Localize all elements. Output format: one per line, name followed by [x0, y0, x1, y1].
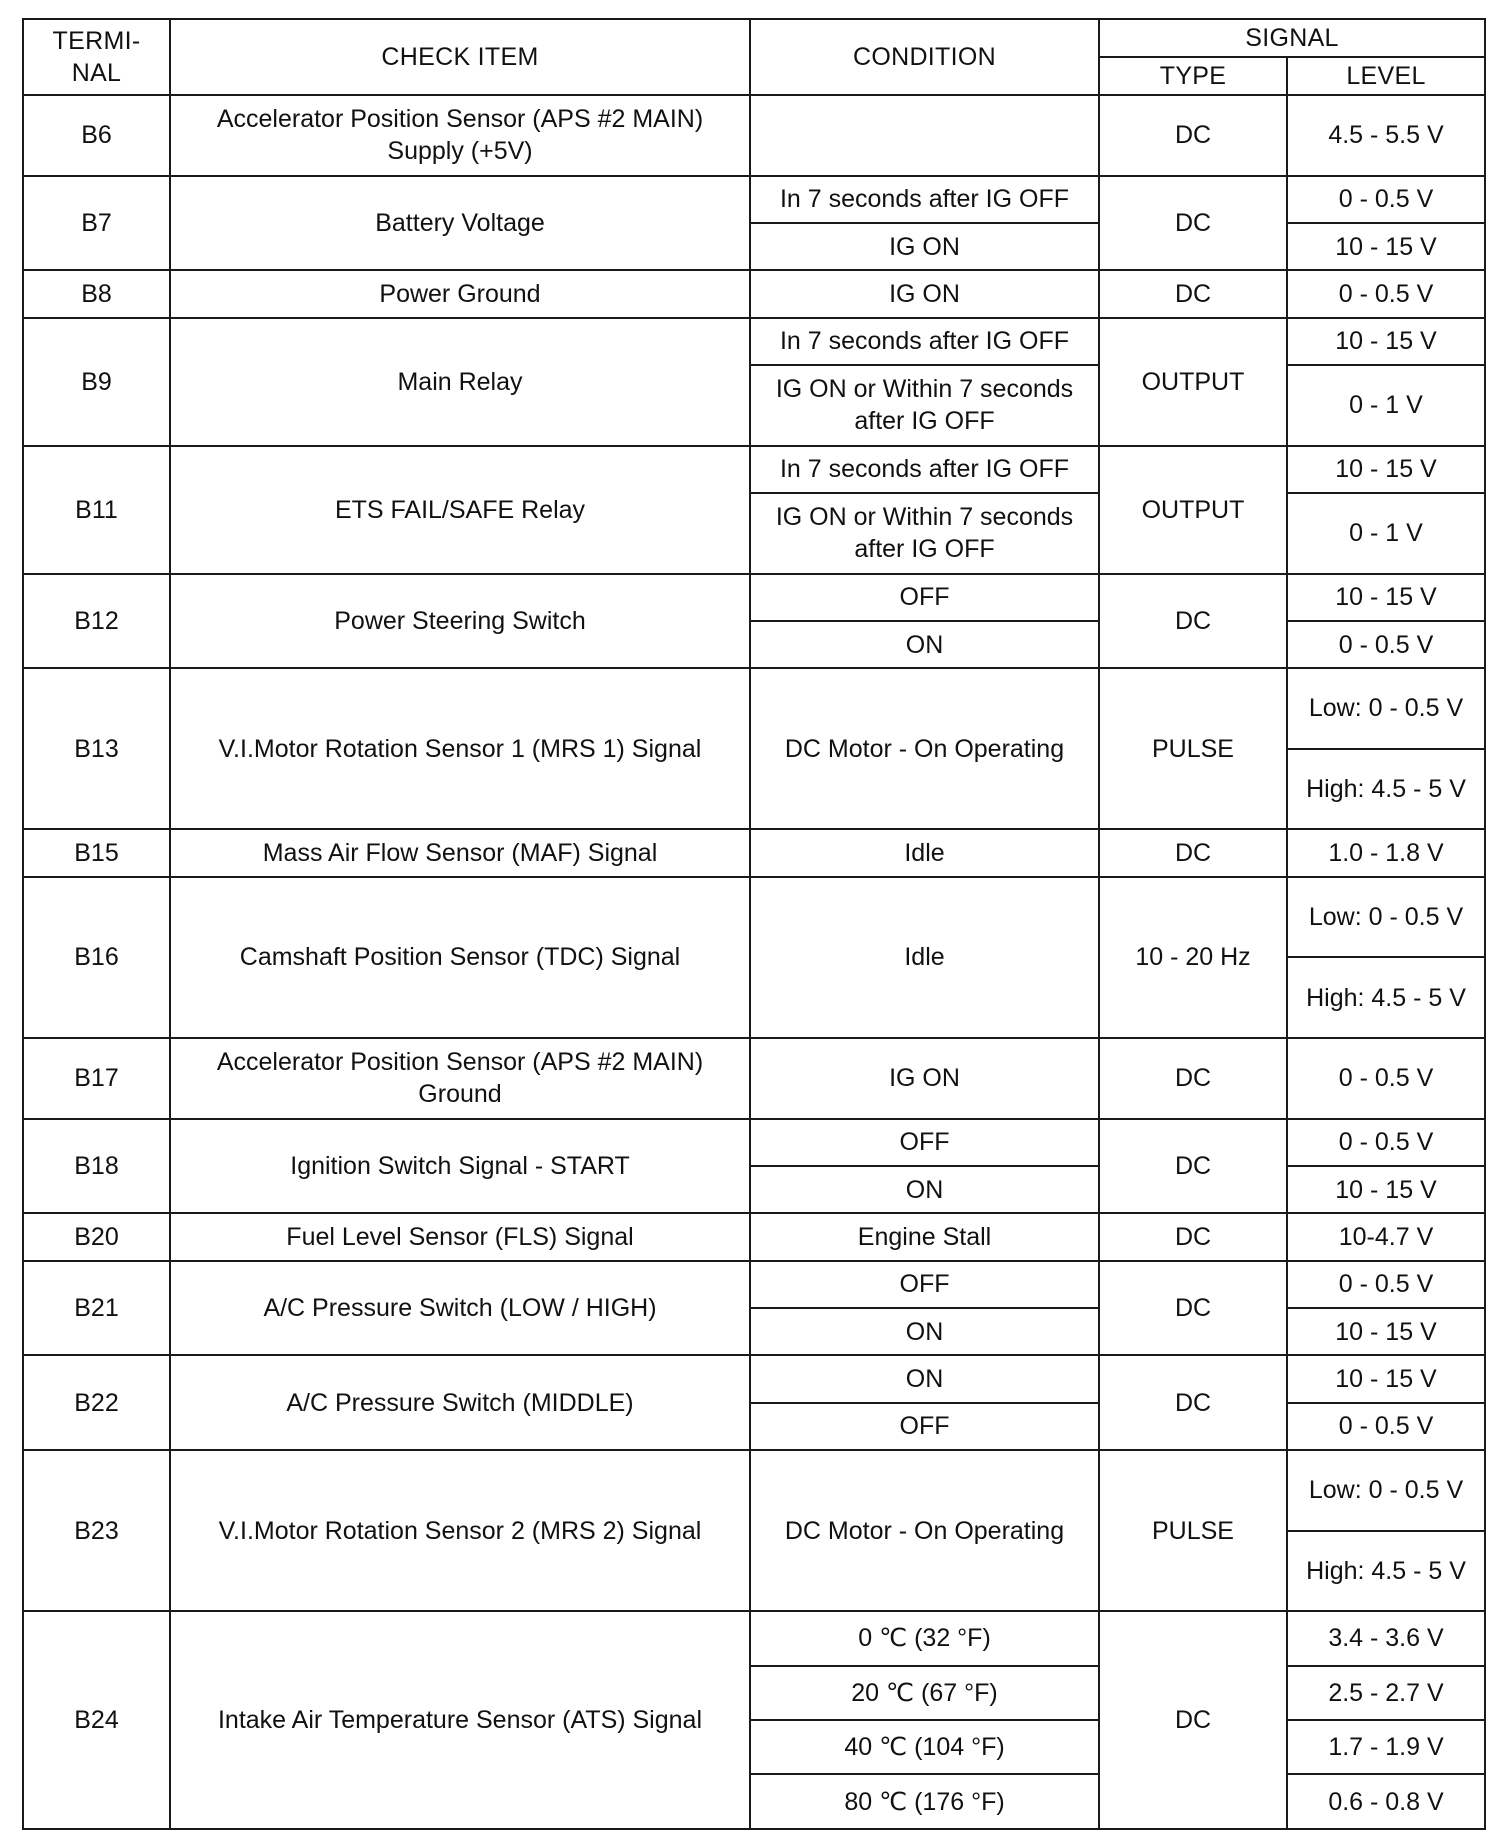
- condition-cell: OFF: [750, 574, 1099, 621]
- check-item-cell: Ignition Switch Signal - START: [170, 1119, 750, 1214]
- condition-cell: ON: [750, 1355, 1099, 1402]
- signal-level-cell: Low: 0 - 0.5 V: [1287, 877, 1485, 958]
- terminal-cell: B16: [23, 877, 170, 1038]
- table-row: [23, 668, 1485, 749]
- table-row: [23, 95, 1485, 176]
- check-item-cell: Fuel Level Sensor (FLS) Signal: [170, 1213, 750, 1260]
- terminal-cell: B11: [23, 446, 170, 574]
- terminal-cell: B21: [23, 1261, 170, 1356]
- signal-level-cell: 0 - 0.5 V: [1287, 1261, 1485, 1308]
- signal-level-cell: 0 - 0.5 V: [1287, 270, 1485, 317]
- check-item-cell: A/C Pressure Switch (MIDDLE): [170, 1355, 750, 1450]
- header-row-top: [23, 19, 1485, 57]
- check-item-cell: Mass Air Flow Sensor (MAF) Signal: [170, 829, 750, 876]
- signal-type-cell: DC: [1099, 1611, 1287, 1829]
- signal-level-cell: 10 - 15 V: [1287, 1355, 1485, 1402]
- signal-level-cell: High: 4.5 - 5 V: [1287, 957, 1485, 1038]
- signal-level-cell: 1.7 - 1.9 V: [1287, 1720, 1485, 1774]
- signal-level-cell: High: 4.5 - 5 V: [1287, 749, 1485, 830]
- check-item-cell: Accelerator Position Sensor (APS #2 MAIN) Ground: [170, 1038, 750, 1119]
- condition-cell: Engine Stall: [750, 1213, 1099, 1260]
- check-item-cell: Accelerator Position Sensor (APS #2 MAIN) Supply (+5V): [170, 95, 750, 176]
- terminal-cell: B9: [23, 318, 170, 446]
- check-item-cell: Power Steering Switch: [170, 574, 750, 669]
- table-row: [23, 1038, 1485, 1119]
- signal-level-cell: 0 - 1 V: [1287, 365, 1485, 446]
- condition-cell: 40 ℃ (104 °F): [750, 1720, 1099, 1774]
- check-item-cell: Power Ground: [170, 270, 750, 317]
- signal-level-cell: 10-4.7 V: [1287, 1213, 1485, 1260]
- signal-type-cell: PULSE: [1099, 1450, 1287, 1611]
- terminal-signal-table: [22, 18, 1486, 1830]
- table-row: [23, 574, 1485, 621]
- table-row: [23, 1355, 1485, 1402]
- condition-cell: 80 ℃ (176 °F): [750, 1774, 1099, 1829]
- condition-cell: IG ON: [750, 270, 1099, 317]
- condition-cell: 20 ℃ (67 °F): [750, 1666, 1099, 1720]
- table-row: [23, 1213, 1485, 1260]
- signal-level-cell: 1.0 - 1.8 V: [1287, 829, 1485, 876]
- signal-type-cell: DC: [1099, 1355, 1287, 1450]
- table-row: [23, 318, 1485, 365]
- signal-type-cell: DC: [1099, 1038, 1287, 1119]
- condition-cell: DC Motor - On Operating: [750, 1450, 1099, 1611]
- signal-type-cell: OUTPUT: [1099, 318, 1287, 446]
- terminal-cell: B6: [23, 95, 170, 176]
- signal-level-cell: 0 - 0.5 V: [1287, 1119, 1485, 1166]
- check-item-cell: V.I.Motor Rotation Sensor 2 (MRS 2) Signal: [170, 1450, 750, 1611]
- signal-level-cell: 10 - 15 V: [1287, 223, 1485, 270]
- signal-type-cell: DC: [1099, 574, 1287, 669]
- signal-level-cell: 10 - 15 V: [1287, 446, 1485, 493]
- terminal-cell: B18: [23, 1119, 170, 1214]
- check-item-cell: Battery Voltage: [170, 176, 750, 271]
- signal-level-cell: Low: 0 - 0.5 V: [1287, 1450, 1485, 1531]
- terminal-cell: B7: [23, 176, 170, 271]
- condition-cell: In 7 seconds after IG OFF: [750, 176, 1099, 223]
- table-row: [23, 1261, 1485, 1308]
- signal-level-cell: 10 - 15 V: [1287, 1166, 1485, 1213]
- signal-type-cell: DC: [1099, 176, 1287, 271]
- table-row: [23, 446, 1485, 493]
- condition-cell: IG ON: [750, 223, 1099, 270]
- terminal-cell: B17: [23, 1038, 170, 1119]
- condition-cell: IG ON or Within 7 seconds after IG OFF: [750, 493, 1099, 574]
- signal-level-cell: 0 - 0.5 V: [1287, 1038, 1485, 1119]
- signal-level-cell: 10 - 15 V: [1287, 1308, 1485, 1355]
- signal-level-cell: 10 - 15 V: [1287, 318, 1485, 365]
- signal-level-cell: 0 - 0.5 V: [1287, 621, 1485, 668]
- signal-level-cell: 10 - 15 V: [1287, 574, 1485, 621]
- signal-type-cell: DC: [1099, 829, 1287, 876]
- check-item-cell: Intake Air Temperature Sensor (ATS) Signal: [170, 1611, 750, 1829]
- condition-cell: ON: [750, 1308, 1099, 1355]
- terminal-cell: B13: [23, 668, 170, 829]
- signal-level-cell: High: 4.5 - 5 V: [1287, 1531, 1485, 1612]
- signal-type-cell: DC: [1099, 1119, 1287, 1214]
- terminal-cell: B15: [23, 829, 170, 876]
- signal-level-cell: 4.5 - 5.5 V: [1287, 95, 1485, 176]
- header-check-item: CHECK ITEM: [170, 19, 750, 95]
- condition-cell: In 7 seconds after IG OFF: [750, 318, 1099, 365]
- signal-level-cell: 0 - 0.5 V: [1287, 176, 1485, 223]
- condition-cell: OFF: [750, 1119, 1099, 1166]
- header-type: TYPE: [1099, 57, 1287, 95]
- check-item-cell: Main Relay: [170, 318, 750, 446]
- header-level: LEVEL: [1287, 57, 1485, 95]
- check-item-cell: A/C Pressure Switch (LOW / HIGH): [170, 1261, 750, 1356]
- table-row: [23, 270, 1485, 317]
- header-condition: CONDITION: [750, 19, 1099, 95]
- condition-cell: 0 ℃ (32 °F): [750, 1611, 1099, 1665]
- check-item-cell: V.I.Motor Rotation Sensor 1 (MRS 1) Signal: [170, 668, 750, 829]
- table-row: [23, 1450, 1485, 1531]
- signal-type-cell: 10 - 20 Hz: [1099, 877, 1287, 1038]
- signal-type-cell: DC: [1099, 270, 1287, 317]
- terminal-cell: B22: [23, 1355, 170, 1450]
- condition-cell: Idle: [750, 877, 1099, 1038]
- signal-type-cell: OUTPUT: [1099, 446, 1287, 574]
- condition-cell: OFF: [750, 1403, 1099, 1450]
- table-body: [23, 95, 1485, 1829]
- check-item-cell: Camshaft Position Sensor (TDC) Signal: [170, 877, 750, 1038]
- condition-cell: [750, 95, 1099, 176]
- signal-level-cell: 3.4 - 3.6 V: [1287, 1611, 1485, 1665]
- table-row: [23, 1119, 1485, 1166]
- condition-cell: ON: [750, 1166, 1099, 1213]
- table-row: [23, 1611, 1485, 1665]
- signal-type-cell: DC: [1099, 1261, 1287, 1356]
- terminal-cell: B24: [23, 1611, 170, 1829]
- condition-cell: OFF: [750, 1261, 1099, 1308]
- signal-type-cell: PULSE: [1099, 668, 1287, 829]
- terminal-cell: B23: [23, 1450, 170, 1611]
- condition-cell: IG ON: [750, 1038, 1099, 1119]
- header-signal: SIGNAL: [1099, 19, 1485, 57]
- table-row: [23, 176, 1485, 223]
- signal-level-cell: 0 - 0.5 V: [1287, 1403, 1485, 1450]
- condition-cell: IG ON or Within 7 seconds after IG OFF: [750, 365, 1099, 446]
- table-row: [23, 829, 1485, 876]
- table-row: [23, 877, 1485, 958]
- condition-cell: Idle: [750, 829, 1099, 876]
- signal-level-cell: 0 - 1 V: [1287, 493, 1485, 574]
- header-terminal: TERMI- NAL: [23, 19, 170, 95]
- condition-cell: DC Motor - On Operating: [750, 668, 1099, 829]
- signal-type-cell: DC: [1099, 95, 1287, 176]
- terminal-cell: B8: [23, 270, 170, 317]
- signal-level-cell: 0.6 - 0.8 V: [1287, 1774, 1485, 1829]
- terminal-check-table-page: [22, 18, 1484, 1830]
- condition-cell: In 7 seconds after IG OFF: [750, 446, 1099, 493]
- terminal-cell: B20: [23, 1213, 170, 1260]
- signal-type-cell: DC: [1099, 1213, 1287, 1260]
- signal-level-cell: Low: 0 - 0.5 V: [1287, 668, 1485, 749]
- signal-level-cell: 2.5 - 2.7 V: [1287, 1666, 1485, 1720]
- terminal-cell: B12: [23, 574, 170, 669]
- check-item-cell: ETS FAIL/SAFE Relay: [170, 446, 750, 574]
- condition-cell: ON: [750, 621, 1099, 668]
